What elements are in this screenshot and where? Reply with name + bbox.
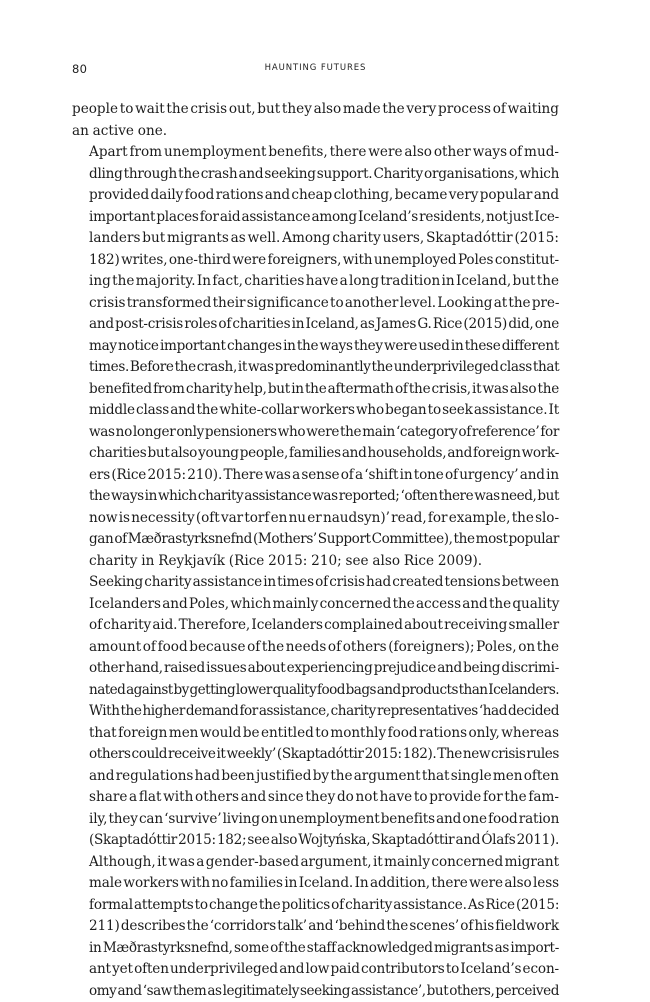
text-line: people to wait the crisis out, but they also made the very process of waiting [72,99,559,121]
text-line: nated against by getting lower quality food bags and products than Icelanders. [72,680,559,702]
text-line: and regulations had been justified by the argument that single men often [72,766,559,788]
text-line: landers but migrants as well. Among charity users, Skaptadóttir (2015: [72,228,559,250]
text-line: ily, they can ‘survive’ living on unemployment benefits and one food ration [72,809,559,831]
text-line: benefited from charity help, but in the aftermath of the crisis, it was also the [72,379,559,401]
text-line: ers (Rice 2015: 210). There was a sense of a ‘shift in tone of urgency’ and in [72,465,559,487]
page-number: 80 [72,62,87,76]
text-line: charity in Reykjavík (Rice 2015: 210; see also Rice 2009). [72,551,559,573]
text-line: that foreign men would be entitled to monthly food rations only, whereas [72,723,559,745]
text-line: Apart from unemployment benefits, there were also other ways of mud- [72,142,559,164]
text-line: share a flat with others and since they do not have to provide for the fam- [72,787,559,809]
page-header [72,62,559,78]
text-line: and post-crisis roles of charities in Iceland, as James G. Rice (2015) did, one [72,314,559,336]
text-line: With the higher demand for assistance, charity representatives ‘had decided [72,701,559,723]
text-line: now is necessity (oft var torf en nu er naudsyn)’ read, for example, the slo- [72,508,559,530]
running-head: HAUNTING FUTURES [72,63,559,73]
text-line: may notice important changes in the ways they were used in these different [72,336,559,358]
text-line: ing the majority. In fact, charities have a long tradition in Iceland, but the [72,271,559,293]
text-line: an active one. [72,121,559,143]
text-line: in Mæðrastyrksnefnd, some of the staff acknowledged migrants as import- [72,938,559,960]
text-line: gan of Mæðrastyrksnefnd (Mothers’ Support Committee), the most popular [72,529,559,551]
text-line: provided daily food rations and cheap clothing, became very popular and [72,185,559,207]
text-line: dling through the crash and seeking support. Charity organisations, which [72,164,559,186]
text-line: Icelanders and Poles, which mainly concerned the access and the quality [72,594,559,616]
text-line: Although, it was a gender-based argument, it mainly concerned migrant [72,852,559,874]
text-line: crisis transformed their significance to another level. Looking at the pre- [72,293,559,315]
paragraph [72,99,559,142]
text-line: other hand, raised issues about experiencing prejudice and being discrimi- [72,658,559,680]
text-line: the ways in which charity assistance was reported; ‘often there was need, but [72,486,559,508]
text-line: middle class and the white-collar workers who began to seek assistance. It [72,400,559,422]
text-line: (Skaptadóttir 2015: 182; see also Wojtyńska, Skaptadóttir and Ólafs 2011). [72,830,559,852]
text-line: omy and ‘saw them as legitimately seeking assistance’, but others, perceived [72,981,559,1002]
paragraph [72,572,559,1002]
text-line: was no longer only pensioners who were the main ‘category of reference’ for [72,422,559,444]
paragraph [72,142,559,572]
text-line: male workers with no families in Iceland. In addition, there were also less [72,873,559,895]
text-line: important places for aid assistance among Iceland’s residents, not just Ice- [72,207,559,229]
text-line: of charity aid. Therefore, Icelanders complained about receiving smaller [72,615,559,637]
text-line: charities but also young people, families and households, and foreign work- [72,443,559,465]
text-line: times. Before the crash, it was predominantly the underprivileged class that [72,357,559,379]
text-line: ant yet often underprivileged and low paid contributors to Iceland’s econ- [72,959,559,981]
text-line: formal attempts to change the politics of charity assistance. As Rice (2015: [72,895,559,917]
text-line: amount of food because of the needs of others (foreigners); Poles, on the [72,637,559,659]
text-line: others could receive it weekly’ (Skaptadóttir 2015: 182). The new crisis rules [72,744,559,766]
text-line: 211) describes the ‘corridors talk’ and ‘behind the scenes’ of his fieldwork [72,916,559,938]
text-line: Seeking charity assistance in times of crisis had created tensions between [72,572,559,594]
text-line: 182) writes, one-third were foreigners, with unemployed Poles constitut- [72,250,559,272]
body-text [72,99,559,1002]
